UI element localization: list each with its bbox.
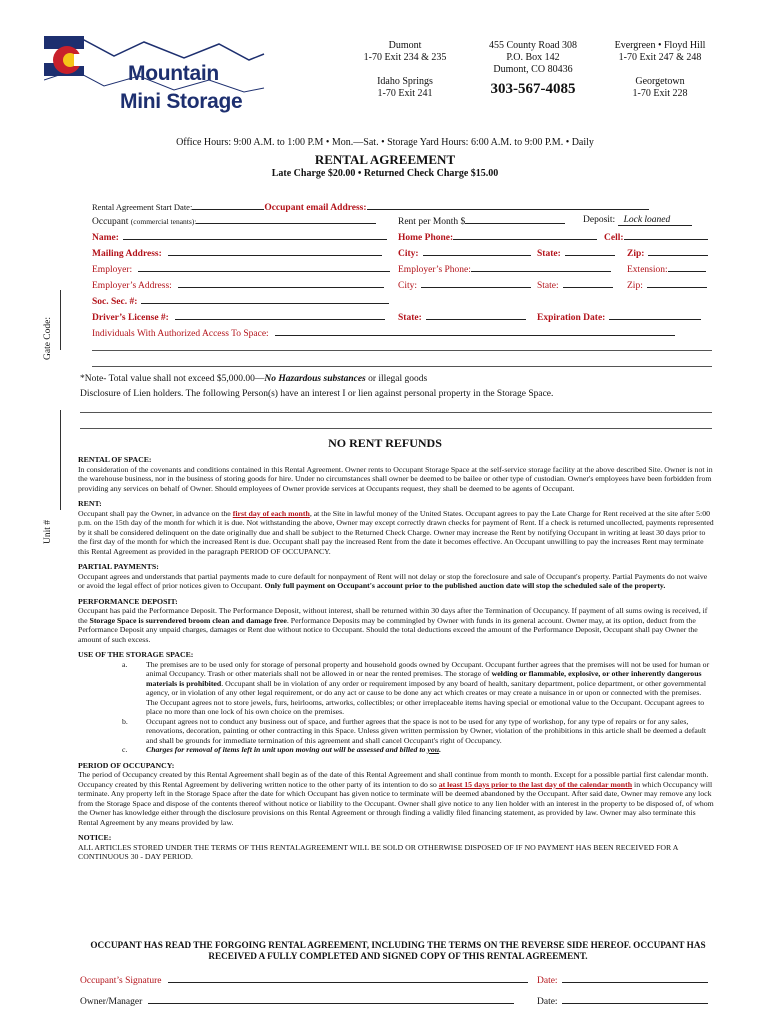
lien-line-1[interactable] xyxy=(80,412,712,413)
employer-state-row: State: xyxy=(537,278,613,292)
employer-address-row: Employer’s Address: xyxy=(92,278,384,292)
authorized-line-2[interactable] xyxy=(92,350,712,351)
employer-city-field[interactable] xyxy=(421,278,531,288)
zip-row: Zip: xyxy=(627,246,708,260)
use-item-a: a. The premises are to be used only for storage of personal property and household goods owned by Occupant. Occupant further agrees that the premises will not be used for human or animal Occupancy. Trash or other materials shall not be allowed in or near the rented premises. The storage of welding or flammable, explosive, or other inherently dangerous materials is prohibited. Occupant shall be in violation of any order or requirement imposed by any board of health, sanitary department, police department, or other governmental agency, or in violation of any other legal requirement, or do any act or cause to be done any act which creates or may create a nuisance in or upon or connected with the premises. The Occupant agrees not to store jewels, furs, heirlooms, artworks, collectibles; or other irreplaceable items having special or emotional value to the Occupant. Occupant agrees to place no more than one lock of his own choice on the premises. xyxy=(122,659,710,716)
acknowledgement: OCCUPANT HAS READ THE FORGOING RENTAL AGREEMENT, INCLUDING THE TERMS ON THE REVERSE SIDE HEREOF. OCCUPANT HAS RECEIVED A FULLY COMPLETED AND SIGNED COPY OF THIS RENTAL AGREEMENT. xyxy=(90,940,706,961)
start-date-row: Rental Agreement Start Date: Occupant email Address: xyxy=(92,200,649,214)
period-of-occupancy-text: The period of Occupancy created by this Rental Agreement shall begin as of the date of this Rental Agreement and shall continue from month to month. Except for a possible partial first calendar month. Occupancy created by this Rental Agreement by delivering written notice to the other party of its intention to do so at least 15 days prior to the last day of the calendar month in which Occupancy will terminate. Any property left in the Storage Space after the date for which Occupant has given notice to terminate will be deemed abandoned by the Occupant. After said date, Owner may remove any lock from the Storage Space and dispose of the contents thereof without notice or liability to the Occupant. Owner shall give notice to any lien holder with an interest in the property to be disposed of, of whom the Owner has knowledge either through the disclosure provisions on this Rental Agreement or through finding a validly filed financing statement, as provided by law. Owner may also terminate this Rental Agreement by any means provided by law. xyxy=(78,770,714,827)
logo-line-2: Mini Storage xyxy=(120,90,243,113)
note-line: *Note- Total value shall not exceed $5,000.00—No Hazardous substances or illegal goods xyxy=(80,374,428,384)
gate-code-line[interactable] xyxy=(60,290,61,350)
expiration-row: Expiration Date: xyxy=(537,310,701,324)
occupant-signature-row: Occupant’s Signature xyxy=(80,973,528,987)
authorized-row: Individuals With Authorized Access To Space: xyxy=(92,326,675,340)
expiration-field[interactable] xyxy=(609,310,701,320)
mailing-row: Mailing Address: xyxy=(92,246,382,260)
license-state-row: State: xyxy=(398,310,526,324)
date-2-row: Date: xyxy=(537,994,708,1008)
authorized-field[interactable] xyxy=(275,326,675,336)
rent-field[interactable] xyxy=(465,214,565,224)
email-field[interactable] xyxy=(367,200,649,210)
unit-number-label: Unit # xyxy=(43,519,53,544)
employer-zip-row: Zip: xyxy=(627,278,707,292)
rent-row: Rent per Month $ xyxy=(398,214,565,228)
use-item-c: c. Charges for removal of items left in unit upon moving out will be assessed and billed to you. xyxy=(122,745,442,754)
city-row: City: xyxy=(398,246,531,260)
name-row: Name: xyxy=(92,230,387,244)
extension-field[interactable] xyxy=(668,262,706,272)
location-idaho-springs: Idaho Springs 1-70 Exit 241 xyxy=(377,76,433,99)
owner-signature-field[interactable] xyxy=(148,994,514,1004)
gate-code-label: Gate Code: xyxy=(43,316,53,360)
state-row: State: xyxy=(537,246,615,260)
employer-row: Employer: xyxy=(92,262,390,276)
performance-deposit-text: Occupant has paid the Performance Deposit. The Performance Deposit, without interest, shall be returned within 30 days after the Termination of Occupancy. If payment of all sums owing is received, if the Storage Space is surrendered broom clean and damage free. Performance Deposits may be commingled by Owner with funds in its general account. Owner may, at its option, deduct from the Performance Deposit any unpaid charges, damages or Rent due without notice to Occupant. Should the total deductions exceed the amount of the Performance Deposit, Occupant shall pay Owner the amount of such excess. xyxy=(78,606,708,644)
office-hours: Office Hours: 9:00 A.M. to 1:00 P.M • Mon.—Sat. • Storage Yard Hours: 6:00 A.M. to 9:00 P.M. • Daily xyxy=(176,137,594,148)
date-1-row: Date: xyxy=(537,973,708,987)
ssn-row: Soc. Sec. #: xyxy=(92,294,389,308)
location-evergreen: Evergreen • Floyd Hill 1-70 Exit 247 & 248 xyxy=(614,40,706,63)
license-state-field[interactable] xyxy=(426,310,526,320)
authorized-line-3[interactable] xyxy=(92,366,712,367)
occupant-field[interactable] xyxy=(196,214,376,224)
state-field[interactable] xyxy=(565,246,615,256)
city-field[interactable] xyxy=(423,246,531,256)
location-georgetown: Georgetown 1-70 Exit 228 xyxy=(632,76,688,99)
charges-line: Late Charge $20.00 • Returned Check Charge $15.00 xyxy=(271,168,499,179)
main-office-address: 455 County Road 308 P.O. Box 142 Dumont, CO 80436 303-567-4085 xyxy=(468,40,598,98)
notice-text: ALL ARTICLES STORED UNDER THE TERMS OF THIS RENTALAGREEMENT WILL BE SOLD OR OTHERWISE DISPOSED OF IF NO PAYMENT HAS BEEN RECEIVED FOR A CONTINUOUS 30 - DAY PERIOD. xyxy=(78,842,678,861)
zip-field[interactable] xyxy=(648,246,708,256)
home-phone-row: Home Phone: xyxy=(398,230,597,244)
date-2-field[interactable] xyxy=(562,994,708,1004)
ssn-field[interactable] xyxy=(141,294,389,304)
cell-row: Cell: xyxy=(604,230,708,244)
mailing-field[interactable] xyxy=(168,246,382,256)
license-row: Driver’s License #: xyxy=(92,310,385,324)
logo-line-1: Mountain xyxy=(128,62,219,85)
start-date-field[interactable] xyxy=(192,200,264,210)
home-phone-field[interactable] xyxy=(453,230,597,240)
employer-state-field[interactable] xyxy=(563,278,613,288)
name-field[interactable] xyxy=(123,230,387,240)
license-field[interactable] xyxy=(175,310,385,320)
terms-body: RENTAL OF SPACE: In consideration of the covenants and conditions contained in this Rental Agreement. Owner rents to Occupant Storage Space at the self-service storage facility at the above described Site. Owner is not in the warehouse business, nor in the business of storing goods for hire. Under no circumstances shall owner be deemed to be bailee or other type of custodian. Owner's employees have been forbidden from providing any services on behalf of Owner. Should employees of Owner provide services at Occupants request, they shall be deemed to be agents of Occupant. RENT: Occupant shall pay the Owner, in advance on the first day of each month, at the Site in lawful money of the United States. Occupant agrees to pay the Late Charge for Rent received at the site after 5:00 p.m. on the 15th day of the month for which it is due. Not withstanding the above, Owner may except correctly drawn checks for payment of Rent. If a check is returned uncollected, payments represented by it shall be considered delinquent on the date originally due and shall be subject to the Returned Check Charge. Owner may increase the Rent by notifying Occupant in writing at least 30 days prior to the first day of the month for which the increased Rent is due. Occupant shall pay the increased Rent from the date it becomes effective. An Occupant unwilling to pay the increases Rent may terminate this Rental Agreement as provided in the paragraph PERIOD OF OCCUPANCY. PARTIAL PAYMENTS: Occupant agrees and understands that partial payments made to cure default for nonpayment of Rent will not delay or stop the foreclosure and sale of Occupant's property. Partial Payments do not waive or avoid the legal effect of prior notices given to Occupant. Only full payment on Occupant's account prior to the published auction date will stop the scheduled sale of the property. PERFORMANCE DEPOSIT: Occupant has paid the Performance Deposit. The Performance Deposit, without interest, shall be returned within 30 days after the Termination of Occupancy. If payment of all sums owing is received, if the Storage Space is surrendered broom clean and damage free. Performance Deposits may be commingled by Owner with funds in its general account. Owner may, at its option, deduct from the Performance Deposit any unpaid charges, damages or Rent due without notice to Occupant. Should the total deductions exceed the amount of the Performance Deposit, Occupant shall pay Owner the amount of such excess. USE OF THE STORAGE SPACE: a. The premises are to be used only for storage of personal property and household goods owned by Occupant. Occupant further agrees that the premises will not be used for human or animal Occupancy. Trash or other materials shall not be allowed in or near the rented premises. The storage of welding or flammable, explosive, or other inherently dangerous materials is prohibited. Occupant shall be in violation of any order or requirement imposed by any board of health, sanitary department, police department, or other governmental agency, or in violation of any other legal requirement, or do any act or cause to be done any act which creates or may create a nuisance in or upon or connected with the premises. The Occupant agrees not to store jewels, furs, heirlooms, artworks, collectibles; or other irreplaceable items having special or emotional value to the Occupant. Occupant agrees to place no more than one lock of his own choice on the premises. b. Occupant agrees not to conduct any business out of space, and further agrees that the space is not to be used for any type of workshop, for any type of repairs or for any sales, renovations, decoration, painting or other contracting in this Space. Unless given written permission by Owner, violation of the prohibitions in this article shall be deemed a default and shall be grounds for immediate termination of this agreement and shall cancel Occupant's right of Occupancy. c. Charges for removal of items left in unit upon moving out will be assessed and billed to you. PERIOD OF OCCUPANCY: The period of Occupancy created by this Rental Agreement shall begin as of the date of this Rental Agreement and shall continue from month to month. Except for a possible partial first calendar month. Occupancy created by this Rental Agreement by delivering written notice to the other party of its intention to do so at least 15 days prior to the last day of the calendar month in which Occupancy will terminate. Any property left in the Storage Space after the date for which Occupant has given notice to terminate will be deemed abandoned by the Occupant. After said date, Owner may remove any lock from the Storage Space and dispose of the contents thereof without notice or liability to the Occupant. Owner shall give notice to any lien holder with an interest in the property to be disposed of, of whom the Owner has knowledge either through the disclosure provisions on this Rental Agreement or through finding a validly filed financing statement, as provided by law. Owner may also terminate this Rental Agreement by any means provided by law. NOTICE: ALL ARTICLES STORED UNDER THE TERMS OF THIS RENTALAGREEMENT WILL BE SOLD OR OTHERWISE DISPOSED OF IF NO PAYMENT HAS BEEN RECEIVED FOR A CONTINUOUS 30 - DAY PERIOD. xyxy=(78,455,714,861)
employer-phone-field[interactable] xyxy=(471,262,611,272)
page-title: RENTAL AGREEMENT xyxy=(314,152,456,167)
partial-payments-text: Occupant agrees and understands that partial payments made to cure default for nonpayment of Rent will not delay or stop the foreclosure and sale of Occupant's property. Partial Payments do not waive or avoid the legal effect of prior notices given to Occupant. Only full payment on Occupant's account prior to the published auction date will stop the scheduled sale of the property. xyxy=(78,571,708,590)
lien-line: Disclosure of Lien holders. The following Person(s) have an interest I or lien against personal property in the Storage Space. xyxy=(80,389,554,399)
location-dumont: Dumont 1-70 Exit 234 & 235 xyxy=(363,40,447,63)
lien-line-2[interactable] xyxy=(80,428,712,429)
employer-zip-field[interactable] xyxy=(647,278,707,288)
date-1-field[interactable] xyxy=(562,973,708,983)
rental-of-space-text: In consideration of the covenants and conditions contained in this Rental Agreement. Owner rents to Occupant Storage Space at the self-service storage facility at the above described Site. Owner is not in the warehouse business, nor in the business of storing goods for hire. Under no circumstances shall owner be deemed to be bailee or other type of custodian. Owner's employees have been forbidden from providing any services on behalf of Owner. Should employees of Owner provide services at Occupants request, they shall be deemed to be agents of Occupant. xyxy=(78,464,713,493)
owner-signature-row: Owner/Manager xyxy=(80,994,514,1008)
logo xyxy=(44,36,274,126)
no-refunds-heading: NO RENT REFUNDS xyxy=(328,436,442,450)
extension-row: Extension: xyxy=(627,262,706,276)
employer-address-field[interactable] xyxy=(178,278,384,288)
employer-phone-row: Employer’s Phone: xyxy=(398,262,611,276)
cell-field[interactable] xyxy=(624,230,708,240)
unit-number-line[interactable] xyxy=(60,410,61,510)
occupant-row: Occupant (commercial tenants): xyxy=(92,214,376,228)
use-item-b: b. Occupant agrees not to conduct any business out of space, and further agrees that the space is not to be used for any type of workshop, for any type of repairs or for any sales, renovations, decoration, painting or other contracting in this Space. Unless given written permission by Owner, violation of the prohibitions in this article shall be deemed a default and shall be grounds for immediate termination of this agreement and shall cancel Occupant's right of Occupancy. xyxy=(122,716,707,745)
deposit-row: Deposit: Lock loaned xyxy=(583,214,692,226)
phone-number: 303-567-4085 xyxy=(490,81,576,97)
deposit-value[interactable]: Lock loaned xyxy=(618,215,693,226)
employer-city-row: City: xyxy=(398,278,531,292)
occupant-signature-field[interactable] xyxy=(168,973,528,983)
employer-field[interactable] xyxy=(138,262,390,272)
rent-text: Occupant shall pay the Owner, in advance on the first day of each month, at the Site in lawful money of the United States. Occupant agrees to pay the Late Charge for Rent received at the site after 5:00 p.m. on the 15th day of the month for which it is due. Not withstanding the above, Owner may except correctly drawn checks for payment of Rent. If a check is returned uncollected, payments represented by it shall be considered delinquent on the date originally due and shall be subject to the Returned Check Charge. Owner may increase the Rent by notifying Occupant in writing at least 30 days prior to the first day of the month for which the increased Rent is due. Occupant shall pay the increased Rent from the date it becomes effective. An Occupant unwilling to pay the increases Rent may terminate this Rental Agreement as provided in the paragraph PERIOD OF OCCUPANCY. xyxy=(78,508,714,556)
